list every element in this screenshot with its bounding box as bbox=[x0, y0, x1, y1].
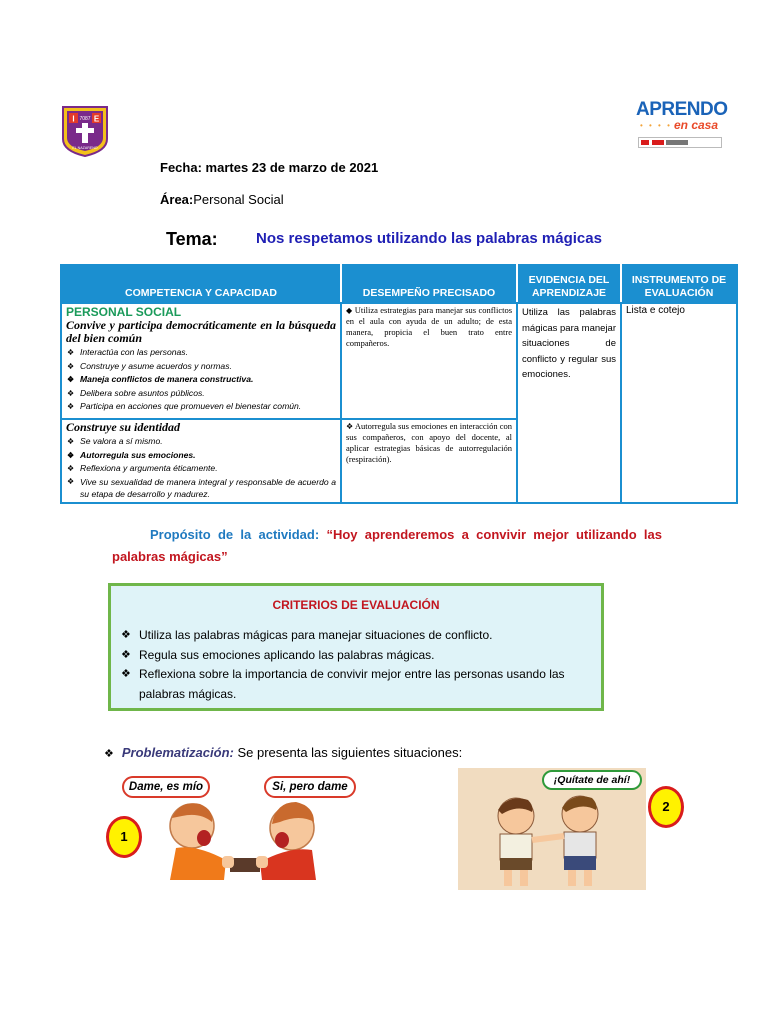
competencia-2-title: Construye su identidad bbox=[66, 420, 181, 434]
header-competencia: COMPETENCIA Y CAPACIDAD bbox=[61, 265, 341, 303]
list-item: ❖ Reflexiona y argumenta éticamente. bbox=[66, 462, 336, 476]
evidencia-text: Utiliza las palabras mágicas para manejar situaciones de conflicto y regular sus emociones. bbox=[522, 307, 616, 380]
list-item: ❖ Reflexiona sobre la importancia de convivir mejor entre las personas usando las palabras mágicas. bbox=[121, 665, 591, 704]
speech-bubble-left: Dame, es mío bbox=[122, 776, 210, 798]
logo-number: 7087 bbox=[79, 116, 91, 122]
situation-1-illustration bbox=[100, 768, 390, 883]
area-label: Área: bbox=[160, 192, 194, 207]
competencias-table bbox=[60, 264, 738, 504]
list-item: ❖ Se valora a sí mismo. bbox=[66, 435, 336, 449]
tema-title: Nos respetamos utilizando las palabras mágicas bbox=[256, 230, 602, 247]
capacidades-list-1 bbox=[66, 346, 336, 414]
school-logo bbox=[60, 105, 110, 157]
fecha-line bbox=[160, 160, 378, 175]
flag-icon bbox=[641, 140, 649, 145]
aprendo-logo-title: APRENDO bbox=[636, 99, 728, 120]
situation-2-illustration bbox=[458, 768, 688, 890]
list-item: ❖ Vive su sexualidad de manera integral y responsable de acuerdo a su etapa de desarrollo y madurez. bbox=[66, 476, 336, 501]
capacidades-list-2 bbox=[66, 435, 336, 501]
list-item: ❖ Interactúa con las personas. bbox=[66, 346, 336, 360]
situation-number-2: 2 bbox=[648, 786, 684, 828]
area-line bbox=[160, 192, 284, 207]
aprendo-logo-subtitle: en casa bbox=[674, 118, 719, 132]
area-heading: PERSONAL SOCIAL bbox=[66, 305, 182, 319]
list-item: ❖ Utiliza las palabras mágicas para manejar situaciones de conflicto. bbox=[121, 626, 591, 646]
problematizacion-text: Se presenta las siguientes situaciones: bbox=[233, 745, 463, 760]
star-bullet-icon: ❖ bbox=[346, 422, 354, 431]
criterios-box bbox=[108, 583, 604, 711]
header-evidencia: EVIDENCIA DEL APRENDIZAJE bbox=[517, 265, 621, 303]
speech-bubble-right: Si, pero dame bbox=[264, 776, 356, 798]
evidencia-cell bbox=[517, 303, 621, 503]
star-bullet-icon: ❖ bbox=[104, 748, 114, 760]
proposito-paragraph bbox=[112, 524, 662, 568]
fecha-value: martes 23 de marzo de 2021 bbox=[205, 160, 379, 175]
problematizacion-line bbox=[104, 745, 462, 760]
header-instrumento: INSTRUMENTO DE EVALUACIÓN bbox=[621, 265, 737, 303]
logo-letter-right: E bbox=[93, 114, 100, 124]
instrumento-text: Lista e cotejo bbox=[626, 305, 685, 316]
header-desempeno: DESEMPEÑO PRECISADO bbox=[341, 265, 517, 303]
proposito-label: Propósito de la actividad: bbox=[150, 527, 320, 542]
logo-school-name: EL NAZARENO bbox=[72, 146, 98, 150]
desempeno-cell-2 bbox=[341, 419, 517, 503]
desempeno-2-text: Autorregula sus emociones en interacción con sus compañeros, con apoyo del docente, al aplicar estrategias básicas de autorregulación (respiración). bbox=[346, 421, 512, 464]
list-item: ❖ Delibera sobre asuntos públicos. bbox=[66, 387, 336, 401]
tema-label: Tema: bbox=[166, 229, 218, 249]
situation-number-1: 1 bbox=[106, 816, 142, 858]
criterios-title: CRITERIOS DE EVALUACIÓN bbox=[272, 598, 440, 612]
logo-letter-left: I bbox=[72, 114, 75, 124]
list-item: ❖ Construye y asume acuerdos y normas. bbox=[66, 360, 336, 374]
ministry-badge bbox=[638, 137, 722, 148]
desempeno-cell-1 bbox=[341, 303, 517, 419]
list-item: ❖ Participa en acciones que promueven el bienestar común. bbox=[66, 400, 336, 414]
list-item: ❖ Maneja conflictos de manera constructiva. bbox=[66, 373, 336, 387]
fecha-label: Fecha: bbox=[160, 160, 202, 175]
diamond-bullet-icon: ◆ bbox=[346, 306, 353, 315]
area-value: Personal Social bbox=[193, 192, 284, 207]
logo-dots-icon: • • • • bbox=[640, 121, 672, 130]
competencia-cell-2 bbox=[61, 419, 341, 503]
kids-fighting-icon bbox=[130, 788, 370, 883]
criterios-list bbox=[121, 626, 591, 704]
list-item: ❖ Regula sus emociones aplicando las palabras mágicas. bbox=[121, 646, 591, 666]
proposito-text: “Hoy aprenderemos a convivir mejor utilizando las palabras mágicas” bbox=[112, 527, 662, 564]
aprendo-en-casa-logo bbox=[636, 100, 730, 152]
desempeno-1-text: Utiliza estrategias para manejar sus conflictos en el aula con ayuda de un adulto; de esta manera, propicia el buen trato entre compañeros. bbox=[346, 305, 513, 348]
competencia-1-title: Convive y participa democráticamente en la búsqueda del bien común bbox=[66, 318, 336, 345]
competencia-cell-1 bbox=[61, 303, 341, 419]
kids-pushing-icon bbox=[468, 786, 638, 890]
problematizacion-label: Problematización: bbox=[121, 745, 234, 760]
instrumento-cell bbox=[621, 303, 737, 503]
list-item: ❖ Autorregula sus emociones. bbox=[66, 449, 336, 463]
speech-bubble: ¡Quítate de ahí! bbox=[542, 770, 642, 790]
